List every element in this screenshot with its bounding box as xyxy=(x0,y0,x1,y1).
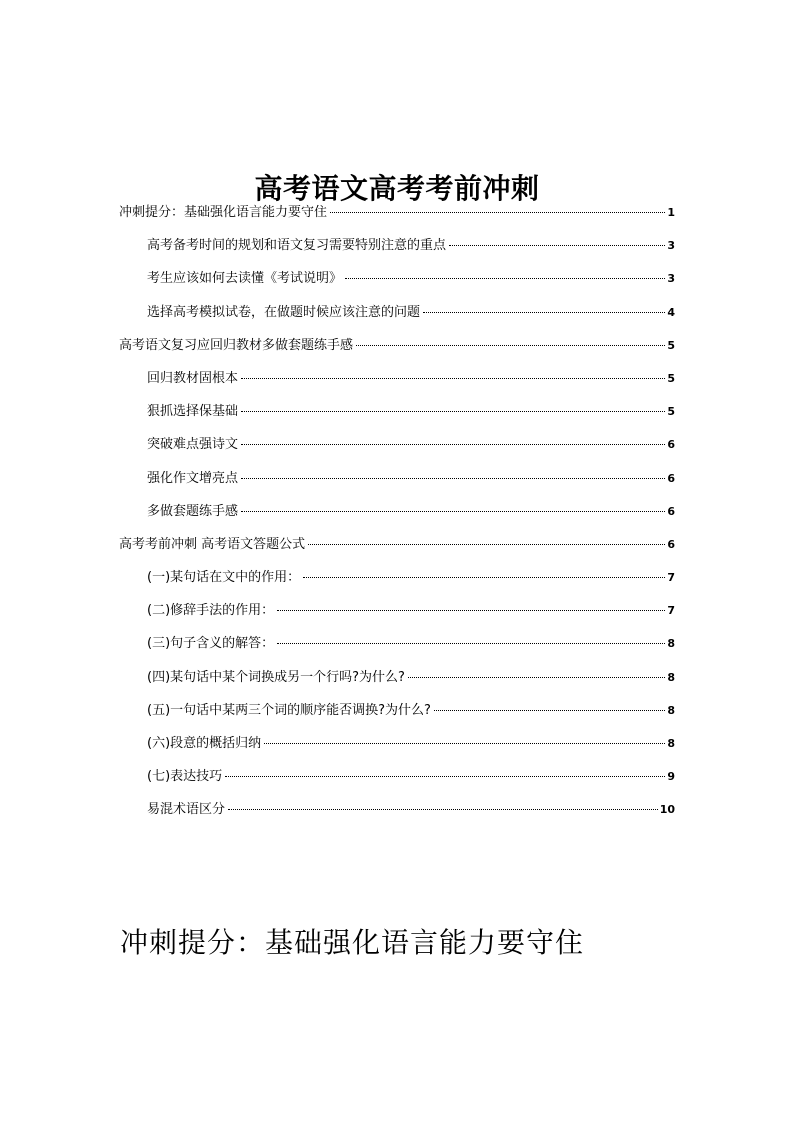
toc-dot-leader xyxy=(277,609,665,611)
toc-dot-leader xyxy=(423,311,665,313)
toc-entry[interactable] xyxy=(119,399,675,432)
toc-dot-leader xyxy=(228,808,658,810)
toc-entry-label: 高考语文复习应回归教材多做套题练手感 xyxy=(119,337,354,353)
toc-entry-label: (二)修辞手法的作用： xyxy=(147,603,275,619)
toc-entry[interactable] xyxy=(119,698,675,731)
toc-dot-leader xyxy=(356,344,665,346)
toc-entry[interactable] xyxy=(119,665,675,698)
toc-dot-leader xyxy=(241,410,665,412)
document-title: 高考语文高考考前冲刺 xyxy=(254,171,540,205)
toc-entry-label: 狠抓选择保基础 xyxy=(147,404,239,420)
toc-page-number: 3 xyxy=(667,239,675,253)
toc-entry-label: 强化作文增亮点 xyxy=(147,470,239,486)
toc-entry[interactable] xyxy=(119,499,675,532)
toc-dot-leader xyxy=(345,277,665,279)
toc-entry[interactable] xyxy=(119,333,675,366)
toc-page-number: 8 xyxy=(667,670,675,684)
toc-entry-label: (六)段意的概括归纳 xyxy=(147,736,262,751)
toc-page-number: 4 xyxy=(667,305,675,319)
toc-page-number: 8 xyxy=(667,637,675,651)
toc-entry[interactable] xyxy=(119,598,675,631)
toc-page-number: 6 xyxy=(667,537,675,551)
toc-entry[interactable] xyxy=(119,200,675,233)
toc-entry-label: 易混术语区分 xyxy=(147,802,226,818)
toc-page-number: 5 xyxy=(667,338,675,352)
toc-dot-leader xyxy=(241,477,665,479)
toc-dot-leader xyxy=(241,443,665,445)
toc-entry[interactable] xyxy=(119,366,675,399)
toc-page-number: 8 xyxy=(667,703,675,717)
toc-entry[interactable] xyxy=(119,797,675,830)
toc-entry-label: (三)句子含义的解答： xyxy=(147,636,275,652)
toc-entry-label: (一)某句话在文中的作用： xyxy=(147,570,301,586)
toc-entry-label: 冲刺提分：基础强化语言能力要守住 xyxy=(119,205,328,220)
toc-entry[interactable] xyxy=(119,466,675,499)
toc-dot-leader xyxy=(330,211,665,213)
table-of-contents xyxy=(119,200,675,831)
toc-entry[interactable] xyxy=(119,532,675,565)
toc-entry-label: (五)一句话中某两三个词的顺序能否调换?为什么? xyxy=(147,702,431,718)
toc-entry[interactable] xyxy=(119,233,675,266)
section-heading: 冲刺提分：基础强化语言能力要守住 xyxy=(120,926,585,960)
toc-page-number: 6 xyxy=(667,438,675,452)
toc-page-number: 7 xyxy=(667,571,675,585)
toc-entry[interactable] xyxy=(119,266,675,299)
toc-dot-leader xyxy=(277,642,665,644)
toc-page-number: 8 xyxy=(667,737,675,750)
toc-dot-leader xyxy=(241,377,665,379)
toc-dot-leader xyxy=(225,775,665,777)
toc-dot-leader xyxy=(449,244,665,246)
toc-entry[interactable] xyxy=(119,731,675,764)
toc-page-number: 9 xyxy=(667,770,675,784)
toc-dot-leader xyxy=(241,510,665,512)
toc-page-number: 6 xyxy=(667,471,675,485)
toc-entry-label: (七)表达技巧 xyxy=(147,769,223,785)
toc-entry-label: 突破难点强诗文 xyxy=(147,437,239,453)
toc-entry-label: 回归教材固根本 xyxy=(147,370,239,386)
toc-dot-leader xyxy=(408,676,665,678)
toc-page-number: 6 xyxy=(667,504,675,518)
toc-entry[interactable] xyxy=(119,631,675,664)
toc-entry-label: 高考备考时间的规划和语文复习需要特别注意的重点 xyxy=(147,238,447,254)
toc-page-number: 10 xyxy=(659,803,675,817)
toc-entry-label: 高考考前冲刺 高考语文答题公式 xyxy=(119,536,306,552)
toc-entry-label: (四)某句话中某个词换成另一个行吗?为什么? xyxy=(147,669,405,685)
toc-dot-leader xyxy=(303,576,665,578)
toc-dot-leader xyxy=(434,709,665,711)
toc-page-number: 1 xyxy=(667,206,675,219)
toc-entry[interactable] xyxy=(119,432,675,465)
toc-entry[interactable] xyxy=(119,565,675,598)
toc-dot-leader xyxy=(264,742,665,744)
toc-page-number: 3 xyxy=(667,272,675,286)
toc-entry[interactable] xyxy=(119,764,675,797)
toc-dot-leader xyxy=(308,543,665,545)
toc-page-number: 5 xyxy=(667,405,675,419)
toc-entry-label: 选择高考模拟试卷，在做题时候应该注意的问题 xyxy=(147,304,421,320)
toc-page-number: 5 xyxy=(667,371,675,385)
toc-entry-label: 考生应该如何去读懂《考试说明》 xyxy=(147,271,343,287)
toc-entry-label: 多做套题练手感 xyxy=(147,503,239,519)
toc-page-number: 7 xyxy=(667,604,675,618)
toc-entry[interactable] xyxy=(119,300,675,333)
